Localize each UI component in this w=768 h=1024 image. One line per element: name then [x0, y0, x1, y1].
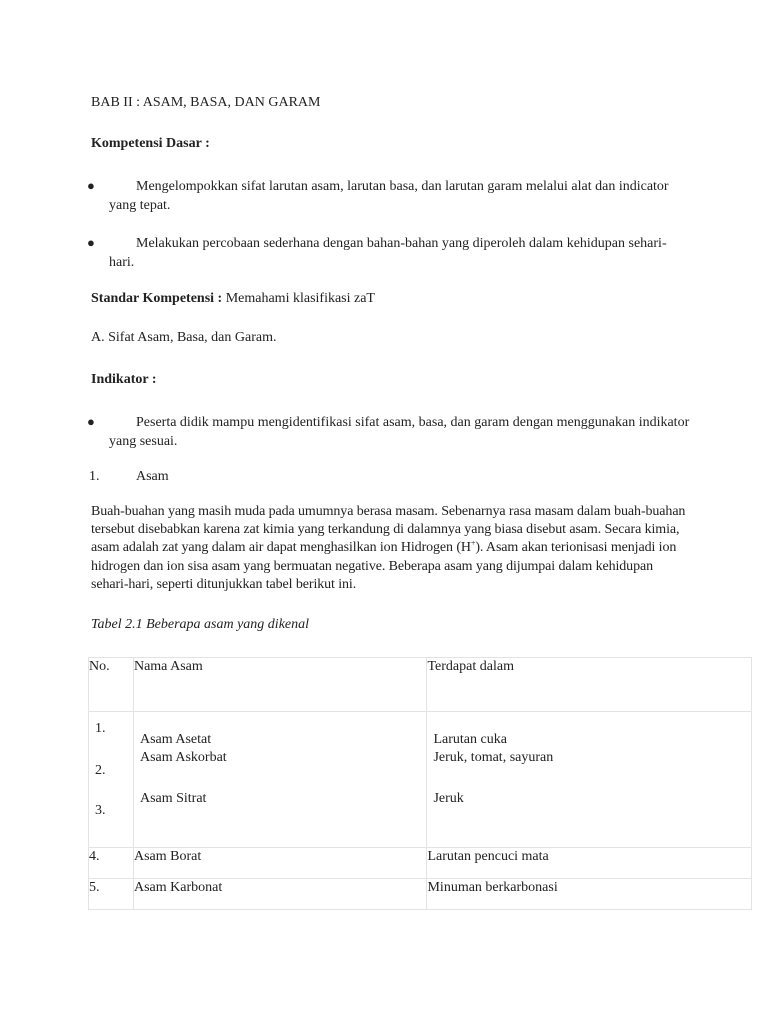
- bullet-icon: ●: [87, 235, 95, 250]
- table-row: [89, 848, 752, 879]
- acids-table: [88, 657, 752, 910]
- acid-name: Asam Askorbat: [139, 750, 227, 765]
- acid-name: Asam Karbonat: [133, 879, 427, 910]
- kompetensi-item-2: Melakukan percobaan sederhana dengan bahan-bahan yang diperoleh dalam kehidupan sehari-hari.: [109, 236, 667, 270]
- chapter-title: BAB II : ASAM, BASA, DAN GARAM: [91, 95, 321, 110]
- group-names-cell: [133, 712, 427, 848]
- header-no: No.: [89, 658, 134, 712]
- group-found-cell: [427, 712, 752, 848]
- table-row: [89, 879, 752, 910]
- standar-kompetensi-label: Standar Kompetensi :: [91, 291, 223, 306]
- acid-source: Larutan pencuci mata: [427, 848, 752, 879]
- standar-kompetensi-value: Memahami klasifikasi zaT: [225, 291, 375, 306]
- acid-name: Asam Sitrat: [139, 791, 207, 806]
- numbered-item-number: 1.: [89, 469, 100, 484]
- paragraph-part-2: ). Asam akan terionisasi menjadi ion hidrogen dan ion sisa asam yang bermuatan negative. Beberapa asam yang dijumpai dalam kehidupan sehari-hari, seperti ditunjukkan tabel berikut ini.: [91, 540, 677, 592]
- acid-source: Minuman berkarbonasi: [427, 879, 752, 910]
- superscript-plus: +: [470, 538, 476, 548]
- indikator-heading: Indikator :: [91, 372, 157, 387]
- numbered-item-label: Asam: [136, 469, 169, 484]
- bullet-icon: ●: [87, 414, 95, 429]
- table-caption: Tabel 2.1 Beberapa asam yang dikenal: [91, 617, 310, 632]
- section-a-heading: A. Sifat Asam, Basa, dan Garam.: [91, 330, 277, 345]
- group-nums-cell: [89, 712, 134, 848]
- kompetensi-item-1: Mengelompokkan sifat larutan asam, larutan basa, dan larutan garam melalui alat dan indicator yang tepat.: [109, 179, 669, 213]
- acid-source: Jeruk: [433, 791, 464, 806]
- row-number: 5.: [89, 879, 134, 910]
- standar-kompetensi: [91, 290, 375, 308]
- kompetensi-dasar-heading: Kompetensi Dasar :: [91, 136, 210, 151]
- row-number: 4.: [89, 848, 134, 879]
- bullet-icon: ●: [87, 178, 95, 193]
- row-number: 2.: [95, 763, 106, 778]
- table-row-group: [89, 712, 752, 848]
- row-number: 1.: [95, 721, 106, 736]
- indikator-item-1: Peserta didik mampu mengidentifikasi sifat asam, basa, dan garam dengan menggunakan indikator yang sesuai.: [109, 415, 690, 449]
- paragraph-part-1: Buah-buahan yang masih muda pada umumnya berasa masam. Sebenarnya rasa masam dalam buah-buahan tersebut disebabkan karena zat kimia yang terkandung di dalamnya yang biasa disebut asam. Secara kimia, asam adalah zat yang dalam air dapat menghasilkan ion Hidrogen (H: [91, 504, 686, 556]
- acid-name: Asam Asetat: [139, 732, 212, 747]
- acid-name: Asam Borat: [133, 848, 427, 879]
- header-terdapat-dalam: Terdapat dalam: [427, 658, 752, 712]
- row-number: 3.: [95, 803, 106, 818]
- paragraph-asam: [91, 503, 691, 594]
- acid-source: Larutan cuka: [433, 732, 507, 747]
- header-nama-asam: Nama Asam: [133, 658, 427, 712]
- acid-source: Jeruk, tomat, sayuran: [433, 750, 554, 765]
- table-header-row: [89, 658, 752, 712]
